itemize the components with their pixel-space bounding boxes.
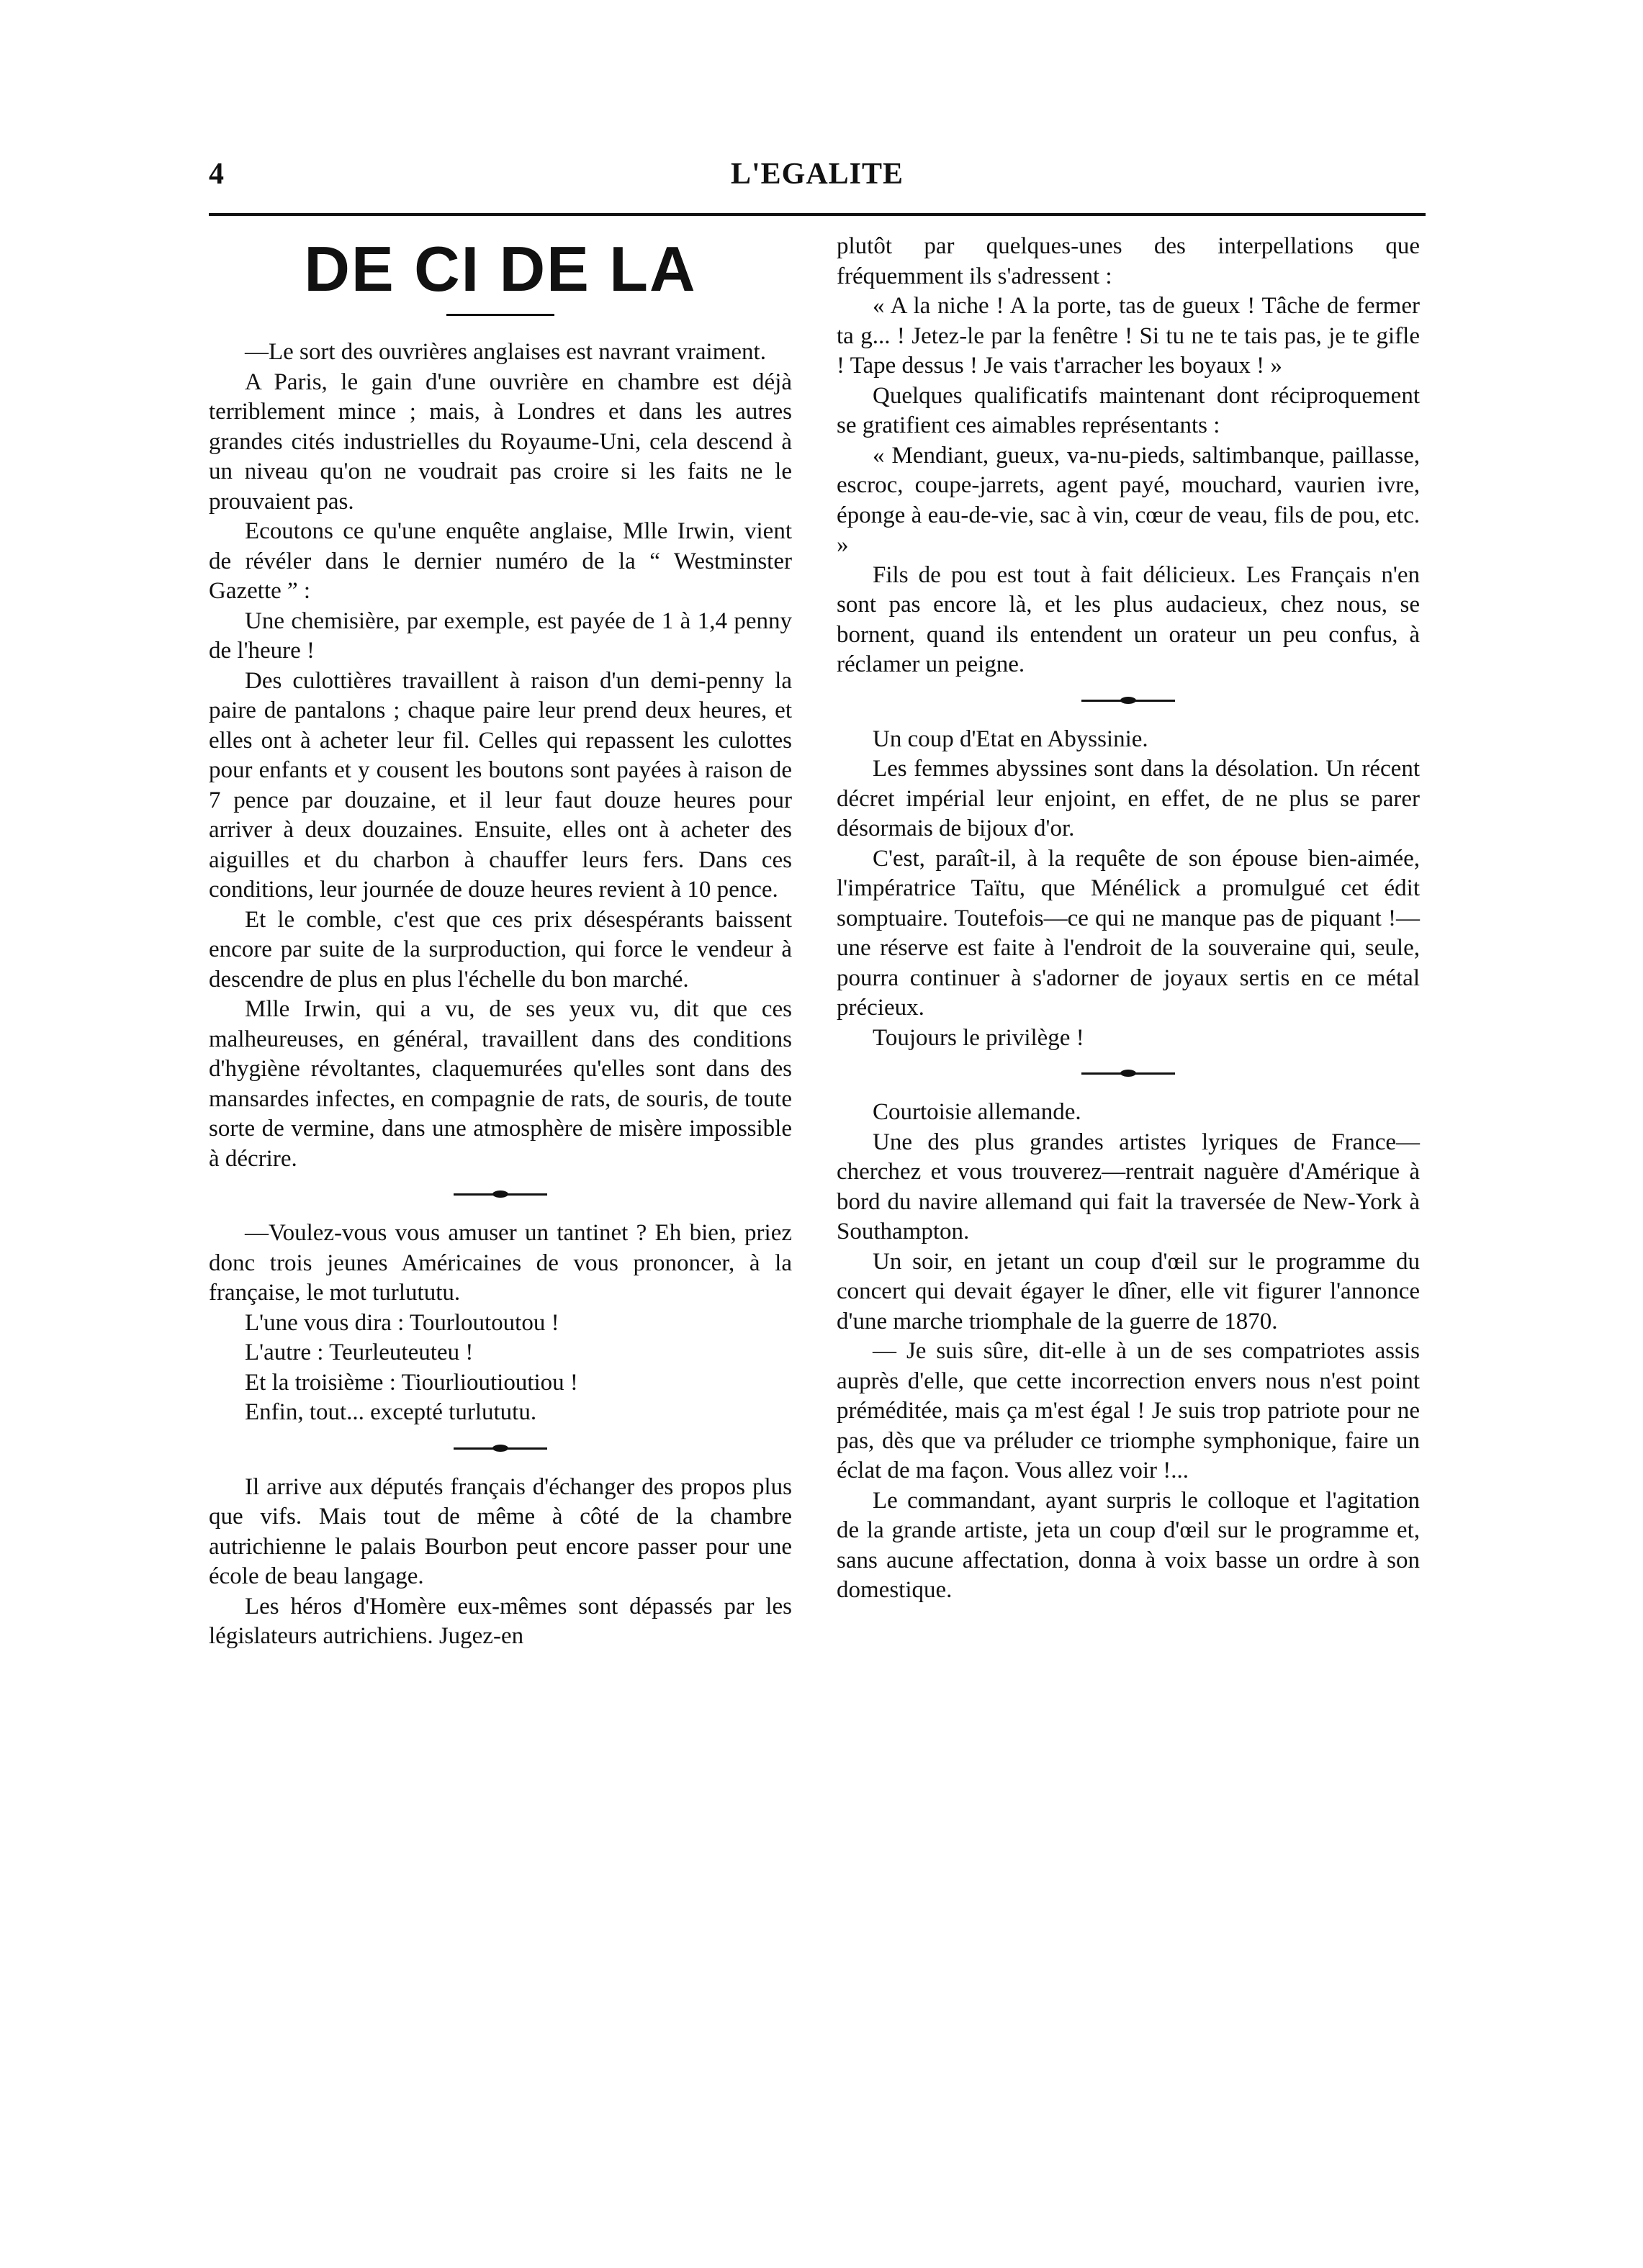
verse-line: L'autre : Teurleuteuteu ! bbox=[245, 1339, 474, 1365]
paragraph: Quelques qualificatifs maintenant dont réciproquement se gratifient ces aimables représentants : bbox=[837, 382, 1420, 438]
quote-paragraph: « A la niche ! A la porte, tas de gueux ! Tâche de fermer ta g... ! Jetez-le par la fenêtre ! Si tu ne te tais pas, je te gifle ! Tape dessus ! Je vais t'arracher les boyaux ! » bbox=[837, 293, 1420, 379]
paragraph: Toujours le privilège ! bbox=[873, 1024, 1084, 1051]
paragraph: Une chemisière, par exemple, est payée de 1 à 1,4 penny de l'heure ! bbox=[209, 607, 792, 664]
divider-ornament bbox=[492, 1445, 508, 1452]
paragraph: C'est, paraît-il, à la requête de son épouse bien-aimée, l'impératrice Taïtu, que Ménélick a promulgué cet édit somptuaire. Toutefois—ce qui ne manque pas de piquant !—une réserve est faite à l'endroit de la souveraine qui, seule, pourra continuer à s'adorner de joyaux sertis en ce métal précieux. bbox=[837, 845, 1420, 1021]
paragraph: —Voulez-vous vous amuser un tantinet ? Eh bien, priez donc trois jeunes Américaines de vous prononcer, à la française, le mot turlututu. bbox=[209, 1220, 792, 1306]
verse-line: Et la troisième : Tiourlioutioutiou ! bbox=[245, 1369, 578, 1396]
section-title: DE CI DE LA bbox=[304, 233, 697, 304]
page-number: 4 bbox=[209, 158, 224, 191]
section-divider bbox=[454, 1442, 547, 1454]
page-header bbox=[209, 157, 1426, 193]
verse-line: L'une vous dira : Tourloutoutou ! bbox=[245, 1309, 559, 1336]
paragraph: plutôt par quelques-unes des interpellations que fréquemment ils s'adressent : bbox=[837, 233, 1420, 289]
item-headline: Courtoisie allemande. bbox=[873, 1099, 1081, 1125]
section-divider bbox=[1081, 1067, 1175, 1079]
divider-ornament bbox=[1120, 1070, 1136, 1077]
divider-ornament bbox=[492, 1191, 508, 1198]
paragraph: Et le comble, c'est que ces prix désespérants baissent encore par suite de la surproduction, qui force le vendeur à descendre de plus en plus l'échelle du bon marché. bbox=[209, 906, 792, 993]
paragraph: —Le sort des ouvrières anglaises est navrant vraiment. bbox=[245, 339, 766, 365]
divider-ornament bbox=[1120, 697, 1136, 704]
left-column bbox=[209, 232, 792, 1652]
item-headline: Un coup d'Etat en Abyssinie. bbox=[873, 726, 1148, 752]
section-divider bbox=[1081, 695, 1175, 706]
paragraph: Ecoutons ce qu'une enquête anglaise, Mlle Irwin, vient de révéler dans le dernier numéro de la “ Westminster Gazette ” : bbox=[209, 518, 792, 604]
paragraph: — Je suis sûre, dit-elle à un de ses compatriotes assis auprès d'elle, que cette incorrection envers nous n'est point préméditée, mais ça m'est égal ! Je suis trop patriote pour ne pas, dès que va préluder ce triomphe symphonique, faire un éclat de ma façon. Vous allez voir !... bbox=[837, 1338, 1420, 1483]
header-rule bbox=[209, 213, 1426, 216]
paragraph: Le commandant, ayant surpris le colloque et l'agitation de la grande artiste, jeta un coup d'œil sur le programme et, sans aucune affectation, donna à voix basse un ordre à son domestique. bbox=[837, 1487, 1420, 1603]
paragraph: Il arrive aux députés français d'échanger des propos plus que vifs. Mais tout de même à côté de la chambre autrichienne le palais Bourbon peut encore passer pour une école de beau langage. bbox=[209, 1473, 792, 1589]
journal-title: L'EGALITE bbox=[730, 158, 904, 191]
right-column bbox=[837, 232, 1420, 1606]
verse-line: Enfin, tout... excepté turlututu. bbox=[245, 1399, 537, 1425]
paragraph: Des culottières travaillent à raison d'un demi-penny la paire de pantalons ; chaque paire leur prend deux heures, et elles ont à acheter leur fil. Celles qui repassent les culottes pour enfants et y cousent les boutons sont payées à raison de 7 pence par douzaine, et il leur faut douze heures pour arriver à deux douzaines. Ensuite, elles ont à acheter des aiguilles et du charbon à chauffer leurs fers. Dans ces conditions, leur journée de douze heures revient à 10 pence. bbox=[209, 667, 792, 903]
quote-paragraph: « Mendiant, gueux, va-nu-pieds, saltimbanque, paillasse, escroc, coupe-jarrets, agent payé, mouchard, vaurien ivre, éponge à eau-de-vie, sac à vin, cœur de veau, fils de pou, etc. » bbox=[837, 442, 1420, 558]
paragraph: Une des plus grandes artistes lyriques de France—cherchez et vous trouverez—rentrait naguère d'Amérique à bord du navire allemand qui fait la traversée de New-York à Southampton. bbox=[837, 1129, 1420, 1244]
paragraph: Les héros d'Homère eux-mêmes sont dépassés par les législateurs autrichiens. Jugez-en bbox=[209, 1593, 792, 1649]
title-rule bbox=[446, 314, 554, 316]
paragraph: Les femmes abyssines sont dans la désolation. Un récent décret impérial leur enjoint, en effet, de ne plus se parer désormais de bijoux d'or. bbox=[837, 756, 1420, 841]
paragraph: Fils de pou est tout à fait délicieux. Les Français n'en sont pas encore là, et les plus audacieux, chez nous, se bornent, quand ils entendent un orateur un peu confus, à réclamer un peigne. bbox=[837, 561, 1420, 677]
paragraph: Un soir, en jetant un coup d'œil sur le programme du concert qui devait égayer le dîner, elle vit figurer l'annonce d'une marche triomphale de la guerre de 1870. bbox=[837, 1248, 1420, 1334]
section-divider bbox=[454, 1188, 547, 1200]
paragraph: A Paris, le gain d'une ouvrière en chambre est déjà terriblement mince ; mais, à Londres et dans les autres grandes cités industrielles du Royaume-Uni, cela descend à un niveau qu'on ne voudrait pas croire si les faits ne le prouvaient pas. bbox=[209, 369, 792, 515]
paragraph: Mlle Irwin, qui a vu, de ses yeux vu, dit que ces malheureuses, en général, travaillent dans des conditions d'hygiène révoltantes, claquemurées qu'elles sont dans des mansardes infectes, en compagnie de rats, de souris, de toute sorte de vermine, dans une atmosphère de misère impossible à décrire. bbox=[209, 996, 792, 1172]
